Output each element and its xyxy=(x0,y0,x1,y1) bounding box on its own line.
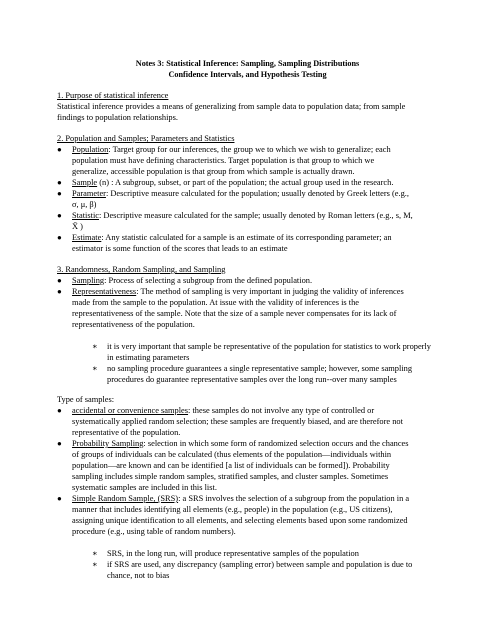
bullet-text: representative of the population. xyxy=(72,428,181,437)
term-srs: Simple Random Sample, (SRS) xyxy=(72,494,179,503)
bullet-text: representativeness of the population. xyxy=(72,320,195,329)
bullet-text: σ, μ, β) xyxy=(72,200,97,209)
bullet-text: : Process of selecting a subgroup from the defined population. xyxy=(104,276,313,285)
bullet-text: population—are known and can be identified [a list of individuals can be formed]). Probability xyxy=(72,461,390,470)
term-population: Population xyxy=(72,145,109,154)
sub-text: if SRS are used, any discrepancy (sampling error) between sample and population is due to xyxy=(107,560,413,569)
bullet-text: procedure (e.g., using table of random numbers). xyxy=(72,527,236,536)
document-title-line1: Notes 3: Statistical Inference: Sampling, Sampling Distributions xyxy=(135,59,360,68)
bullet-text: : Descriptive measure calculated for the sample; usually denoted by Roman letters (e.g., s, M, xyxy=(99,211,413,220)
sub-text: procedures do guarantee representative samples over the long run--over many samples xyxy=(107,375,397,384)
bullet-icon: ● xyxy=(57,494,62,503)
bullet-text: representativeness of the sample. Note that the size of a sample never compensates for its lack of xyxy=(72,309,397,318)
term-statistic: Statistic xyxy=(72,211,99,220)
bullet-text: generalize, accessible population is that group from which sample is actually drawn. xyxy=(72,167,355,176)
bullet-icon: ● xyxy=(57,145,62,154)
asterisk-icon: ∗ xyxy=(92,342,98,351)
bullet-text: made from the sample to the population. At issue with the validity of inferences is the xyxy=(72,298,360,307)
bullet-icon: ● xyxy=(57,406,62,415)
bullet-icon: ● xyxy=(57,276,62,285)
term-parameter: Parameter xyxy=(72,189,106,198)
section1-body-line2: findings to population relationships. xyxy=(57,113,178,122)
bullet-text: : The method of sampling is very important in judging the validity of inferences xyxy=(136,287,404,296)
bullet-text: manner that includes identifying all elements (e.g., people) in the population (e.g., US citizens), xyxy=(72,505,393,514)
bullet-icon: ● xyxy=(57,178,62,187)
bullet-text: X̄ ) xyxy=(72,222,83,231)
section3-heading: 3. Randomness, Random Sampling, and Sampling xyxy=(57,265,226,274)
bullet-icon: ● xyxy=(57,439,62,448)
bullet-text: systematic samples are included in this list. xyxy=(72,483,217,492)
bullet-text: : Any statistic calculated for a sample is an estimate of its corresponding parameter; an xyxy=(101,233,392,242)
term-sample: Sample xyxy=(72,178,98,187)
bullet-text: : a SRS involves the selection of a subgroup from the population in a xyxy=(178,494,410,503)
bullet-text: : selection in which some form of randomized selection occurs and the chances xyxy=(143,439,409,448)
asterisk-icon: ∗ xyxy=(92,364,98,373)
bullet-text: (n) : A subgroup, subset, or part of the population; the actual group used in the research. xyxy=(97,178,394,187)
term-probability: Probability Sampling xyxy=(72,439,144,448)
section1-body-line1: Statistical inference provides a means of generalizing from sample data to population data; from sample xyxy=(57,102,406,111)
term-convenience: accidental or convenience samples xyxy=(72,406,189,415)
section2-heading: 2. Population and Samples; Parameters and Statistics xyxy=(57,134,235,143)
sub-text: no sampling procedure guarantees a single representative sample; however, some sampling xyxy=(107,364,413,373)
term-sampling: Sampling xyxy=(72,276,105,285)
sub-text: in estimating parameters xyxy=(107,353,190,362)
bullet-icon: ● xyxy=(57,211,62,220)
bullet-text: estimator is some function of the scores that leads to an estimate xyxy=(72,244,288,253)
bullet-text: assigning unique identification to all elements, and selecting elements based upon some randomized xyxy=(72,516,408,525)
bullet-text: population must have defining characteristics. Target population is that group to which we xyxy=(72,156,375,165)
bullet-text: : these samples do not involve any type of controlled or xyxy=(188,406,375,415)
bullet-text: : Descriptive measure calculated for the population; usually denoted by Greek letters (e.g., xyxy=(105,189,409,198)
bullet-icon: ● xyxy=(57,189,62,198)
sub-text: SRS, in the long run, will produce representative samples of the population xyxy=(107,549,359,558)
section1-heading: 1. Purpose of statistical inference xyxy=(57,91,169,100)
bullet-text: of groups of individuals can be calculated (thus elements of the population—individuals within xyxy=(72,450,392,459)
bullet-icon: ● xyxy=(57,233,62,242)
sub-text: chance, not to bias xyxy=(107,571,170,580)
bullet-text: : Target group for our inferences, the group we to which we wish to generalize; each xyxy=(108,145,391,154)
asterisk-icon: ∗ xyxy=(92,560,98,569)
bullet-text: systematically applied random selection; these samples are frequently biased, and are therefore not xyxy=(72,417,403,426)
types-label: Type of samples: xyxy=(57,395,115,404)
bullet-icon: ● xyxy=(57,287,62,296)
bullet-text: sampling includes simple random samples, stratified samples, and cluster samples. Sometimes xyxy=(72,472,389,481)
document-title-line2: Confidence Intervals, and Hypothesis Testing xyxy=(168,70,327,79)
term-estimate: Estimate xyxy=(72,233,102,242)
term-representativeness: Representativeness xyxy=(72,287,137,296)
asterisk-icon: ∗ xyxy=(92,549,98,558)
sub-text: it is very important that sample be representative of the population for statistics to work properly xyxy=(107,342,431,351)
